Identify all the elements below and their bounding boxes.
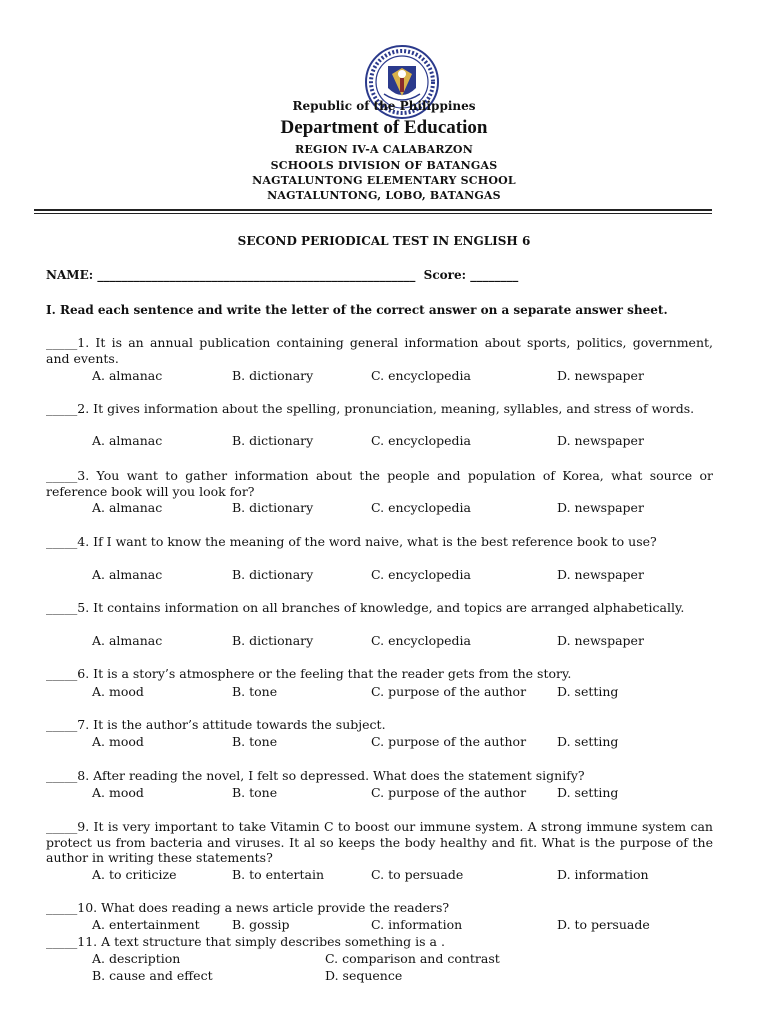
option-c: C. encyclopedia [371, 633, 471, 648]
option-a: A. almanac [92, 500, 163, 515]
option-a: A. almanac [92, 633, 163, 648]
school-label: NAGTALUNTONG ELEMENTARY SCHOOL [252, 174, 516, 187]
option-c: C. information [371, 917, 463, 932]
question-11-options-row-2 [0, 968, 768, 984]
question-10-options [0, 917, 768, 933]
question-4-options [0, 567, 768, 583]
option-d: D. newspaper [557, 567, 644, 582]
department-title: Department of Education [280, 117, 488, 138]
option-d: D. newspaper [557, 633, 644, 648]
test-title: SECOND PERIODICAL TEST IN ENGLISH 6 [237, 234, 531, 248]
option-d: D. sequence [325, 968, 403, 983]
question-1-options [0, 368, 768, 384]
address-label: NAGTALUNTONG, LOBO, BATANGAS [267, 189, 501, 202]
question-11: _____11. A text structure that simply describes something is a . [46, 934, 445, 949]
option-a: A. mood [92, 785, 144, 800]
question-1: _____1. It is an annual publication containing general information about sports, politics, government, and events. [46, 335, 713, 366]
option-d: D. newspaper [557, 500, 644, 515]
question-5: _____5. It contains information on all branches of knowledge, and topics are arranged alphabetically. [46, 600, 685, 615]
question-10: _____10. What does reading a news article provide the readers? [46, 900, 450, 915]
option-d: D. information [557, 867, 649, 882]
republic-label: Republic of the Philippines [292, 99, 476, 113]
option-a: A. almanac [92, 433, 163, 448]
question-3-options [0, 500, 768, 516]
option-d: D. setting [557, 684, 619, 699]
option-d: D. setting [557, 734, 619, 749]
option-c: C. encyclopedia [371, 500, 471, 515]
option-b: B. cause and effect [92, 968, 213, 983]
name-score-line: NAME: _____________________________________________________ Score: ________ [46, 268, 519, 282]
option-b: B. dictionary [232, 368, 314, 383]
option-c: C. comparison and contrast [325, 951, 500, 966]
option-b: B. to entertain [232, 867, 325, 882]
option-c: C. purpose of the author [371, 785, 527, 800]
question-8: _____8. After reading the novel, I felt so depressed. What does the statement signify? [46, 768, 585, 783]
option-b: B. dictionary [232, 567, 314, 582]
question-2-options [0, 433, 768, 449]
option-a: A. mood [92, 734, 144, 749]
option-b: B. dictionary [232, 633, 314, 648]
option-b: B. dictionary [232, 433, 314, 448]
option-d: D. newspaper [557, 433, 644, 448]
option-a: A. almanac [92, 368, 163, 383]
question-7: _____7. It is the author’s attitude towards the subject. [46, 717, 386, 732]
instruction-text: I. Read each sentence and write the letter of the correct answer on a separate answer sheet. [46, 303, 668, 317]
option-b: B. dictionary [232, 500, 314, 515]
option-c: C. purpose of the author [371, 734, 527, 749]
option-c: C. encyclopedia [371, 567, 471, 582]
option-a: A. description [92, 951, 181, 966]
option-b: B. tone [232, 734, 278, 749]
option-b: B. tone [232, 684, 278, 699]
question-11-options-row-1 [0, 951, 768, 967]
question-8-options [0, 785, 768, 801]
option-d: D. to persuade [557, 917, 650, 932]
question-4: _____4. If I want to know the meaning of the word naive, what is the best reference book to use? [46, 534, 657, 549]
option-d: D. newspaper [557, 368, 644, 383]
option-c: C. encyclopedia [371, 368, 471, 383]
question-2: _____2. It gives information about the spelling, pronunciation, meaning, syllables, and stress of words. [46, 401, 695, 416]
question-7-options [0, 734, 768, 750]
option-a: A. almanac [92, 567, 163, 582]
header-divider-thick [34, 209, 712, 211]
option-a: A. entertainment [92, 917, 200, 932]
option-d: D. setting [557, 785, 619, 800]
question-3: _____3. You want to gather information about the people and population of Korea, what source or reference book will you look for? [46, 468, 713, 499]
question-9: _____9. It is very important to take Vitamin C to boost our immune system. A strong immune system can protect us from bacteria and viruses. It al so keeps the body healthy and fit. What is the purpose of the author in writing these statements? [46, 819, 713, 865]
question-5-options [0, 633, 768, 649]
question-6: _____6. It is a story’s atmosphere or the feeling that the reader gets from the story. [46, 666, 572, 681]
region-label: REGION IV-A CALABARZON [295, 143, 473, 156]
option-b: B. tone [232, 785, 278, 800]
header-divider-thin [34, 213, 712, 214]
option-a: A. mood [92, 684, 144, 699]
option-c: C. purpose of the author [371, 684, 527, 699]
option-c: C. to persuade [371, 867, 464, 882]
question-6-options [0, 684, 768, 700]
division-label: SCHOOLS DIVISION OF BATANGAS [270, 159, 498, 172]
question-9-options [0, 867, 768, 883]
option-b: B. gossip [232, 917, 290, 932]
option-c: C. encyclopedia [371, 433, 471, 448]
option-a: A. to criticize [92, 867, 177, 882]
